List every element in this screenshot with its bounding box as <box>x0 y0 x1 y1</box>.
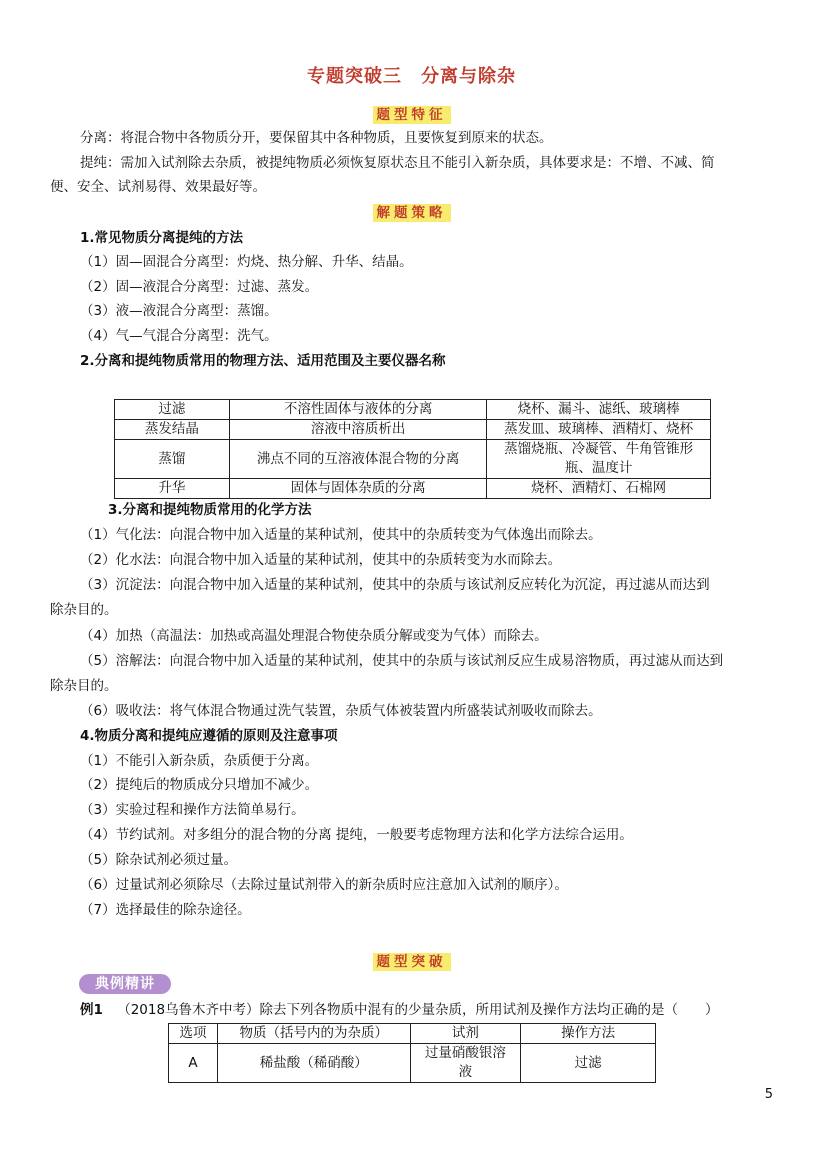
table-cell: 蒸发结晶 <box>115 420 230 440</box>
example-text: （2018乌鲁木齐中考）除去下列各物质中混有的少量杂质，所用试剂及操作方法均正确的是（ ） <box>117 1002 719 1018</box>
cell-line: 瓶、温度计 <box>564 460 633 476</box>
table-row <box>115 440 711 479</box>
list-item: （2）化水法：向混合物中加入适量的某种试剂，使其中的杂质转变为水而除去。 <box>80 552 562 568</box>
list-item: （5）溶解法：向混合物中加入适量的某种试剂，使其中的杂质与该试剂反应生成易溶物质，再过滤从而达到 <box>80 653 724 669</box>
section-heading-strategy <box>0 201 823 221</box>
table-cell: 蒸馏 <box>115 440 230 479</box>
subheading: 3.分离和提纯物质常用的化学方法 <box>108 502 312 518</box>
answer-options-table <box>168 1023 656 1083</box>
table-cell: 沸点不同的互溶液体混合物的分离 <box>229 440 487 479</box>
table-header-row <box>169 1024 656 1044</box>
list-item: （3）实验过程和操作方法简单易行。 <box>80 802 305 818</box>
list-item: （6）过量试剂必须除尽（去除过量试剂带入的新杂质时应注意加入试剂的顺序）。 <box>80 877 568 893</box>
list-item: （4）加热（高温法：加热或高温处理混合物使杂质分解或变为气体）而除去。 <box>80 628 548 644</box>
list-item: （7）选择最佳的除杂途径。 <box>80 902 251 918</box>
table-cell: 过滤 <box>115 400 230 420</box>
table-header-cell: 物质（括号内的为杂质） <box>217 1024 410 1044</box>
list-item: （1）固—固混合分离型：灼烧、热分解、升华、结晶。 <box>80 254 413 270</box>
list-item: （4）节约试剂。对多组分的混合物的分离 提纯，一般要考虑物理方法和化学方法综合运用。 <box>80 827 633 843</box>
physical-methods-table <box>114 399 711 499</box>
page-number: 5 <box>764 1087 773 1102</box>
table-cell: 烧杯、酒精灯、石棉网 <box>487 479 711 499</box>
table-row <box>115 400 711 420</box>
example-question <box>80 998 719 1022</box>
section-heading-breakthrough <box>0 950 823 970</box>
list-item: 除杂目的。 <box>50 602 118 618</box>
list-item: （3）液—液混合分离型：蒸馏。 <box>80 303 278 319</box>
table-cell: 烧杯、漏斗、滤纸、玻璃棒 <box>487 400 711 420</box>
table-cell: 固体与固体杂质的分离 <box>229 479 487 499</box>
list-item: （2）固—液混合分离型：过滤、蒸发。 <box>80 279 319 295</box>
subheading: 4.物质分离和提纯应遵循的原则及注意事项 <box>80 728 338 744</box>
table-cell <box>487 440 711 479</box>
section-heading-label: 题型突破 <box>373 953 451 971</box>
list-item: （2）提纯后的物质成分只增加不减少。 <box>80 777 319 793</box>
table-cell: 升华 <box>115 479 230 499</box>
section-heading-label: 解题策略 <box>373 204 451 222</box>
page-title: 专题突破三 分离与除杂 <box>307 66 516 87</box>
subheading: 1.常见物质分离提纯的方法 <box>80 230 244 246</box>
table-row <box>169 1044 656 1083</box>
table-cell: A <box>169 1044 218 1083</box>
example-label: 例1 <box>80 1002 103 1018</box>
table-row <box>115 479 711 499</box>
table-cell: 蒸发皿、玻璃棒、酒精灯、烧杯 <box>487 420 711 440</box>
section-heading-features <box>0 103 823 123</box>
table-header-cell: 操作方法 <box>521 1024 656 1044</box>
list-item: （6）吸收法：将气体混合物通过洗气装置，杂质气体被装置内所盛装试剂吸收而除去。 <box>80 703 602 719</box>
cell-line: 蒸馏烧瓶、冷凝管、牛角管锥形 <box>504 441 694 457</box>
paragraph: 提纯：需加入试剂除去杂质，被提纯物质必须恢复原状态且不能引入新杂质，具体要求是：不增、不减、简 <box>80 155 715 171</box>
example-badge: 典例精讲 <box>79 974 171 994</box>
cell-line: 过量硝酸银溶 <box>424 1045 506 1061</box>
table-header-cell: 试剂 <box>410 1024 521 1044</box>
list-item: 除杂目的。 <box>50 678 118 694</box>
table-cell: 过滤 <box>521 1044 656 1083</box>
table-header-cell: 选项 <box>169 1024 218 1044</box>
table-cell: 溶液中溶质析出 <box>229 420 487 440</box>
list-item: （5）除杂试剂必须过量。 <box>80 852 238 868</box>
cell-line: 液 <box>458 1064 473 1080</box>
section-heading-label: 题型特征 <box>373 106 451 124</box>
table-cell: 不溶性固体与液体的分离 <box>229 400 487 420</box>
table-cell <box>410 1044 521 1083</box>
list-item: （3）沉淀法：向混合物中加入适量的某种试剂，使其中的杂质与该试剂反应转化为沉淀，再过滤从而达到 <box>80 577 710 593</box>
list-item: （1）不能引入新杂质，杂质便于分离。 <box>80 753 319 769</box>
paragraph: 分离：将混合物中各物质分开，要保留其中各种物质，且要恢复到原来的状态。 <box>80 130 553 146</box>
list-item: （4）气—气混合分离型：洗气。 <box>80 328 278 344</box>
table-cell: 稀盐酸（稀硝酸） <box>217 1044 410 1083</box>
list-item: （1）气化法：向混合物中加入适量的某种试剂，使其中的杂质转变为气体逸出而除去。 <box>80 527 602 543</box>
subheading: 2.分离和提纯物质常用的物理方法、适用范围及主要仪器名称 <box>80 353 446 369</box>
table-row <box>115 420 711 440</box>
paragraph: 便、安全、试剂易得、效果最好等。 <box>50 179 266 195</box>
